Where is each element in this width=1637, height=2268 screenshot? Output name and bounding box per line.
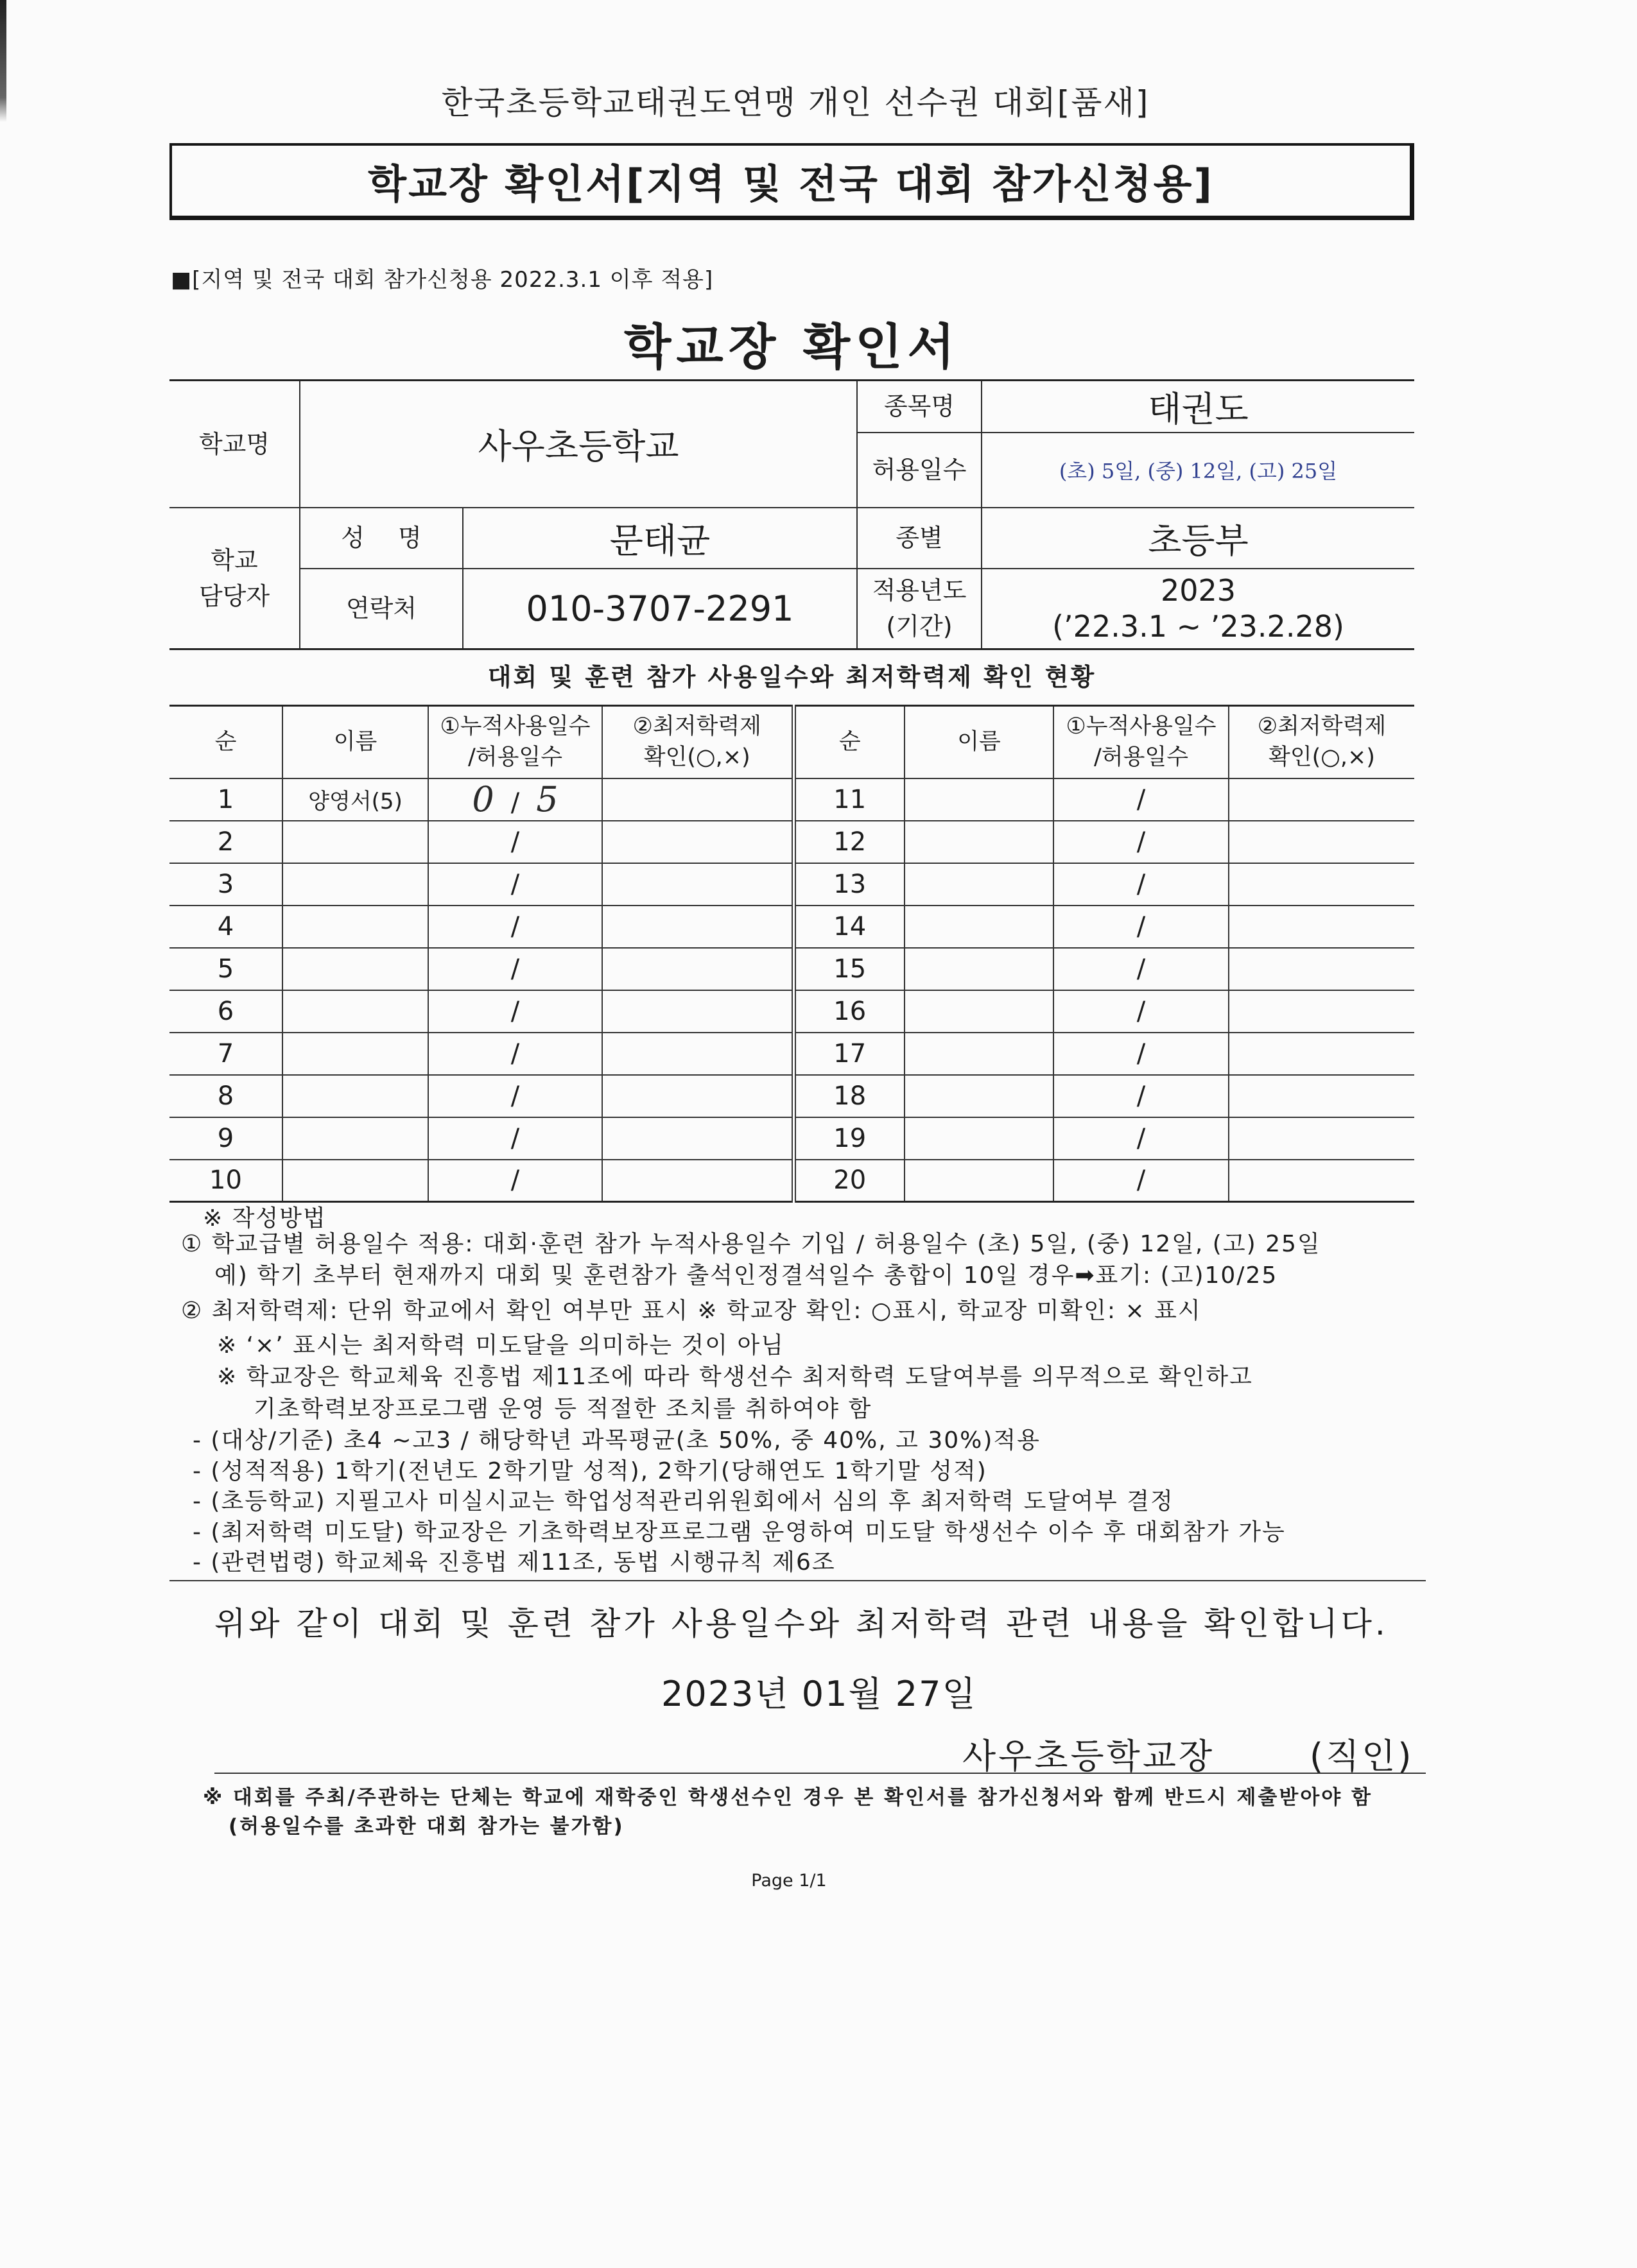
academic-check: [602, 1075, 793, 1117]
row-number: 3: [169, 863, 282, 906]
instruction-line: - (관련법령) 학교체육 진흥법 제11조, 동법 시행규칙 제6조: [193, 1549, 836, 1576]
instructions-divider: [169, 1580, 1426, 1581]
row-number: 1: [169, 778, 282, 821]
document-title: 학교장 확인서: [624, 318, 960, 375]
cumulative-days: [428, 778, 602, 821]
row-number: 14: [793, 906, 905, 948]
table-row: [169, 863, 1414, 906]
table-row: [169, 948, 1414, 990]
cumulative-days: /: [1053, 948, 1229, 990]
header-days-line1: ①누적사용일수: [440, 714, 591, 740]
row-number: 18: [793, 1075, 905, 1117]
instruction-line: - (대상/기준) 초4 ~고3 / 해당학년 과목평균(초 50%, 중 40%, 고 30%)적용: [193, 1427, 1041, 1454]
header-name: 이름: [282, 706, 428, 778]
info-row-name: [169, 508, 1414, 569]
table-row: [169, 906, 1414, 948]
academic-check: [602, 948, 793, 990]
table-row: [169, 1033, 1414, 1075]
cumulative-days: /: [1053, 906, 1229, 948]
student-name: [282, 1075, 428, 1117]
instruction-line: - (성적적용) 1학기(전년도 2학기말 성적), 2학기(당해연도 1학기말 성적): [193, 1458, 987, 1484]
instruction-line: 기초학력보장프로그램 운영 등 적절한 조치를 취하여야 함: [254, 1396, 872, 1422]
form-title: 학교장 확인서[지역 및 전국 대회 참가신청용]: [368, 160, 1214, 207]
academic-check: [602, 821, 793, 863]
header-days-line2: /허용일수: [1093, 744, 1189, 771]
student-name: [905, 1075, 1053, 1117]
academic-check: [1229, 1160, 1414, 1202]
academic-check: [1229, 990, 1414, 1033]
student-name: [282, 1117, 428, 1160]
academic-check: [602, 1160, 793, 1202]
header-name: 이름: [905, 706, 1053, 778]
header-academic-line1: ②최저학력제: [1257, 714, 1387, 740]
row-number: 7: [169, 1033, 282, 1075]
header-academic: [1229, 706, 1414, 778]
confirmation-date: 2023년 01월 27일: [661, 1674, 977, 1714]
table-row: [169, 1160, 1414, 1202]
days-separator: /: [510, 788, 520, 818]
instruction-line: ② 최저학력제: 단위 학교에서 확인 여부만 표시 ※ 학교장 확인: ○표시, 학교장 미확인: × 표시: [181, 1298, 1202, 1324]
info-row-sport: [169, 381, 1414, 433]
sport-label: 종목명: [857, 381, 982, 433]
row-number: 2: [169, 821, 282, 863]
contact-person-label: [169, 508, 300, 649]
category: 초등부: [982, 508, 1414, 569]
cumulative-days: /: [1053, 1160, 1229, 1202]
academic-check: [602, 1117, 793, 1160]
period-label: [857, 569, 982, 649]
student-name: [905, 778, 1053, 821]
allowed-days: (초) 5일, (중) 12일, (고) 25일: [982, 433, 1414, 508]
academic-check: [1229, 821, 1414, 863]
cumulative-days: /: [428, 948, 602, 990]
applicability-note: ■[지역 및 전국 대회 참가신청용 2022.3.1 이후 적용]: [171, 267, 714, 293]
cumulative-days: /: [428, 1117, 602, 1160]
cumulative-days: /: [428, 1033, 602, 1075]
table-row: [169, 778, 1414, 821]
instruction-line: - (초등학교) 지필고사 미실시교는 학업성적관리위원회에서 심의 후 최저학력 도달여부 결정: [193, 1488, 1174, 1515]
student-name: [905, 863, 1053, 906]
table-row: [169, 990, 1414, 1033]
footer-note-line2: (허용일수를 초과한 대회 참가는 불가함): [229, 1815, 625, 1838]
student-name: [905, 948, 1053, 990]
student-name: [905, 990, 1053, 1033]
info-row-phone: [169, 569, 1414, 649]
cumulative-days: /: [1053, 863, 1229, 906]
cumulative-days: /: [1053, 1117, 1229, 1160]
period-label-line2: (기간): [886, 612, 953, 641]
student-name: [282, 906, 428, 948]
student-name: [282, 863, 428, 906]
instruction-line: ※ ‘×’ 표시는 최저학력 미도달을 의미하는 것이 아님: [217, 1332, 785, 1359]
signer-name: 사우초등학교장: [962, 1736, 1215, 1776]
academic-check: [602, 906, 793, 948]
contact-label-line1: 학교: [211, 546, 258, 574]
cumulative-days: /: [428, 1075, 602, 1117]
student-name: [282, 1160, 428, 1202]
official-seal-label: (직인): [1310, 1736, 1414, 1776]
row-number: 15: [793, 948, 905, 990]
academic-check: [1229, 863, 1414, 906]
cumulative-days: /: [428, 863, 602, 906]
cumulative-days: /: [428, 1160, 602, 1202]
instruction-line: ① 학교급별 허용일수 적용: 대회·훈련 참가 누적사용일수 기입 / 허용일수 (초) 5일, (중) 12일, (고) 25일: [181, 1231, 1321, 1257]
info-table: [169, 379, 1414, 650]
student-name: [905, 906, 1053, 948]
student-name: [905, 1117, 1053, 1160]
period: (’22.3.1 ~ ’23.2.28): [1052, 609, 1344, 644]
confirmation-statement: 위와 같이 대회 및 훈련 참가 사용일수와 최저학력 관련 내용을 확인합니다.: [214, 1605, 1389, 1642]
academic-check: [1229, 906, 1414, 948]
period-label-line1: 적용년도: [872, 576, 967, 605]
academic-check: [602, 863, 793, 906]
handwritten-days-used: 0: [472, 779, 494, 820]
cumulative-days: /: [1053, 990, 1229, 1033]
school-name: 사우초등학교: [300, 381, 857, 508]
row-number: 5: [169, 948, 282, 990]
academic-check: [1229, 948, 1414, 990]
row-number: 11: [793, 778, 905, 821]
row-number: 20: [793, 1160, 905, 1202]
academic-check: [1229, 1075, 1414, 1117]
cumulative-days: /: [428, 990, 602, 1033]
year: 2023: [1160, 573, 1236, 608]
academic-check: [1229, 1033, 1414, 1075]
category-label: 종별: [857, 508, 982, 569]
header-academic-line2: 확인(○,×): [643, 744, 750, 771]
status-table: [169, 705, 1414, 1203]
header-days: [1053, 706, 1229, 778]
header-academic: [602, 706, 793, 778]
instructions-heading: ※ 작성방법: [203, 1205, 327, 1232]
table-row: [169, 1117, 1414, 1160]
row-number: 10: [169, 1160, 282, 1202]
header-days-line1: ①누적사용일수: [1066, 714, 1217, 740]
scan-edge: [0, 0, 6, 122]
applicable-year: [982, 569, 1414, 649]
table-row: [169, 821, 1414, 863]
student-name: [905, 1033, 1053, 1075]
table-row: [169, 1075, 1414, 1117]
student-name: [282, 1033, 428, 1075]
sport: 태권도: [982, 381, 1414, 433]
form-title-box: [169, 143, 1414, 220]
student-name: 양영서(5): [282, 778, 428, 821]
instruction-line: - (최저학력 미도달) 학교장은 기초학력보장프로그램 운영하여 미도달 학생선수 이수 후 대회참가 가능: [193, 1519, 1286, 1545]
header-days: [428, 706, 602, 778]
person-name-label: 성 명: [300, 508, 463, 569]
student-name: [282, 948, 428, 990]
phone-label: 연락처: [300, 569, 463, 649]
academic-check: [1229, 1117, 1414, 1160]
academic-check: [602, 990, 793, 1033]
academic-check: [602, 778, 793, 821]
header-number: 순: [169, 706, 282, 778]
row-number: 13: [793, 863, 905, 906]
phone-number: 010-3707-2291: [463, 569, 857, 649]
cumulative-days: /: [1053, 1033, 1229, 1075]
cumulative-days: /: [1053, 1075, 1229, 1117]
cumulative-days: /: [428, 906, 602, 948]
row-number: 8: [169, 1075, 282, 1117]
signature-divider: [214, 1773, 1426, 1774]
academic-check: [602, 1033, 793, 1075]
header-academic-line1: ②최저학력제: [632, 714, 761, 740]
header-number: 순: [793, 706, 905, 778]
row-number: 6: [169, 990, 282, 1033]
person-name: 문태균: [463, 508, 857, 569]
header-days-line2: /허용일수: [467, 744, 563, 771]
row-number: 12: [793, 821, 905, 863]
cumulative-days: /: [1053, 821, 1229, 863]
event-title: 한국초등학교태권도연맹 개인 선수권 대회[품새]: [441, 84, 1150, 121]
academic-check: [1229, 778, 1414, 821]
allowed-days-label: 허용일수: [857, 433, 982, 508]
header-academic-line2: 확인(○,×): [1269, 744, 1375, 771]
instruction-line: 예) 학기 초부터 현재까지 대회 및 훈련참가 출석인정결석일수 총합이 10일 경우➡표기: (고)10/25: [214, 1262, 1278, 1289]
row-number: 16: [793, 990, 905, 1033]
status-title: 대회 및 훈련 참가 사용일수와 최저학력제 확인 현황: [487, 663, 1096, 691]
instruction-line: ※ 학교장은 학교체육 진흥법 제11조에 따라 학생선수 최저학력 도달여부를 의무적으로 확인하고: [217, 1364, 1253, 1390]
student-name: [905, 1160, 1053, 1202]
row-number: 19: [793, 1117, 905, 1160]
school-name-label: 학교명: [169, 381, 300, 508]
cumulative-days: /: [428, 821, 602, 863]
table-header-row: [169, 706, 1414, 778]
row-number: 4: [169, 906, 282, 948]
footer-note-line1: ※ 대회를 주최/주관하는 단체는 학교에 재학중인 학생선수인 경우 본 확인서를 참가신청서와 함께 반드시 제출받아야 함: [203, 1786, 1373, 1809]
handwritten-days-allowed: 5: [536, 779, 559, 820]
row-number: 9: [169, 1117, 282, 1160]
row-number: 17: [793, 1033, 905, 1075]
student-name: [282, 990, 428, 1033]
student-name: [905, 821, 1053, 863]
cumulative-days: /: [1053, 778, 1229, 821]
page-number: Page 1/1: [751, 1871, 827, 1891]
contact-label-line2: 담당자: [198, 581, 270, 610]
student-name: [282, 821, 428, 863]
